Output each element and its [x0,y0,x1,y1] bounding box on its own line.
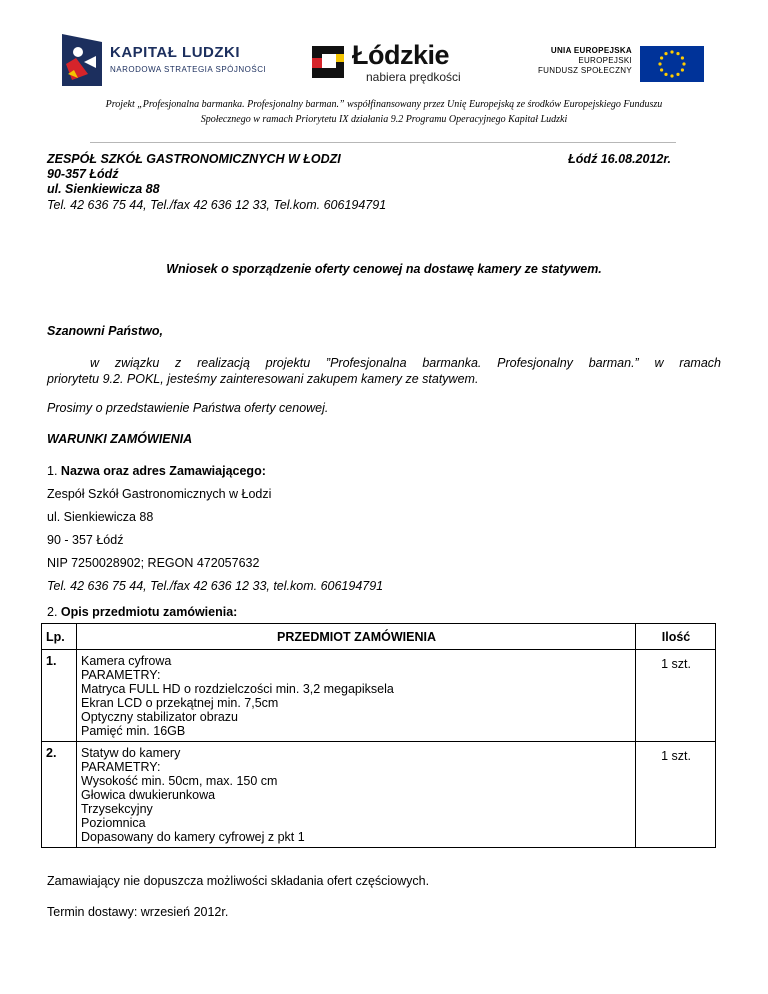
table-header-row [42,624,716,650]
section-2-heading [47,605,237,619]
client-postal: 90 - 357 Łódź [47,533,124,547]
row-line: PARAMETRY: [81,760,161,774]
section-2-title: Opis przedmiotu zamówienia: [60,605,238,619]
row-lp: 1. [42,650,77,742]
header-qty: Ilość [636,624,716,650]
conditions-heading: WARUNKI ZAMÓWIENIA [47,432,193,446]
row-line: Wysokość min. 50cm, max. 150 cm [81,774,278,788]
lodzkie-title: Łódzkie [352,40,450,70]
kapital-ludzki-flag-icon [62,34,102,86]
row-line: Statyw do kamery [81,746,181,760]
project-note [40,97,728,127]
logo-bar [0,28,768,90]
eu-text [538,46,632,76]
lodzkie-logo [312,42,472,92]
header-divider [90,142,676,143]
project-note-line-1: Projekt „Profesjonalna barmanka. Profesjonalny barman.” współfinansowany przez Unię Europejską ze środków Europejskiego Funduszu [105,99,663,110]
project-note-line-2: Społecznego w ramach Priorytetu IX działania 9.2 Programu Operacyjnego Kapitał Ludzki [200,114,568,125]
intro-line-2: priorytetu 9.2. POKL, jesteśmy zainteresowani zakupem kamery ze statywem. [47,372,479,386]
kapital-ludzki-title: KAPITAŁ LUDZKI [110,44,241,61]
table-row [42,742,716,848]
document-title: Wniosek o sporządzenie oferty cenowej na dostawę kamery ze statywem. [166,262,602,276]
row-line: Poziomnica [81,816,146,830]
section-1-heading [47,464,266,478]
kapital-ludzki-subtitle: NARODOWA STRATEGIA SPÓJNOŚCI [110,65,267,74]
section-1-title: Nazwa oraz adres Zamawiającego: [60,464,266,478]
school-postal: 90-357 Łódź [47,167,119,181]
section-2-number: 2. [47,605,58,619]
intro-paragraph [47,355,721,387]
school-street: ul. Sienkiewicza 88 [47,182,160,196]
eu-line-2: EUROPEJSKI [578,56,632,65]
lodzkie-mark-icon [312,46,344,78]
partial-offers-note: Zamawiający nie dopuszcza możliwości składania ofert częściowych. [47,874,430,888]
row-qty: 1 szt. [636,742,716,848]
row-description [77,650,636,742]
delivery-term: Termin dostawy: wrzesień 2012r. [47,905,229,919]
row-qty: 1 szt. [636,650,716,742]
row-line: Matryca FULL HD o rozdzielczości min. 3,2 megapiksela [81,682,394,696]
row-line: Optyczny stabilizator obrazu [81,710,239,724]
row-line: PARAMETRY: [81,668,161,682]
lodzkie-subtitle: nabiera prędkości [366,70,461,84]
eu-flag-icon [640,46,704,82]
row-line: Pamięć min. 16GB [81,724,186,738]
client-phones: Tel. 42 636 75 44, Tel./fax 42 636 12 33, tel.kom. 606194791 [47,579,384,593]
header-lp: Lp. [42,624,77,650]
header-item: PRZEDMIOT ZAMÓWIENIA [77,624,636,650]
row-line: Trzysekcyjny [81,802,153,816]
section-1-number: 1. [47,464,58,478]
school-name: ZESPÓŁ SZKÓŁ GASTRONOMICZNYCH W ŁODZI [47,152,341,166]
eu-logo [534,42,704,88]
eu-line-1: UNIA EUROPEJSKA [550,46,632,55]
intro-line-1: w związku z realizacją projektu ”Profesjonalna barmanka. Profesjonalny barman.” w ramach [90,356,721,370]
kapital-ludzki-logo [62,34,267,88]
client-street: ul. Sienkiewicza 88 [47,510,154,524]
row-line: Kamera cyfrowa [81,654,172,668]
eu-line-3: FUNDUSZ SPOŁECZNY [538,66,632,75]
table-row [42,650,716,742]
row-line: Głowica dwukierunkowa [81,788,216,802]
request-text: Prosimy o przedstawienie Państwa oferty cenowej. [47,401,329,415]
row-line: Ekran LCD o przekątnej min. 7,5cm [81,696,279,710]
greeting: Szanowni Państwo, [47,324,163,338]
row-description [77,742,636,848]
school-phones: Tel. 42 636 75 44, Tel./fax 42 636 12 33, Tel.kom. 606194791 [47,198,387,212]
document-date: Łódź 16.08.2012r. [568,152,671,166]
row-lp: 2. [42,742,77,848]
order-table [41,623,716,848]
client-ids: NIP 7250028902; REGON 472057632 [47,556,260,570]
client-name: Zespół Szkół Gastronomicznych w Łodzi [47,487,272,501]
row-line: Dopasowany do kamery cyfrowej z pkt 1 [81,830,305,844]
